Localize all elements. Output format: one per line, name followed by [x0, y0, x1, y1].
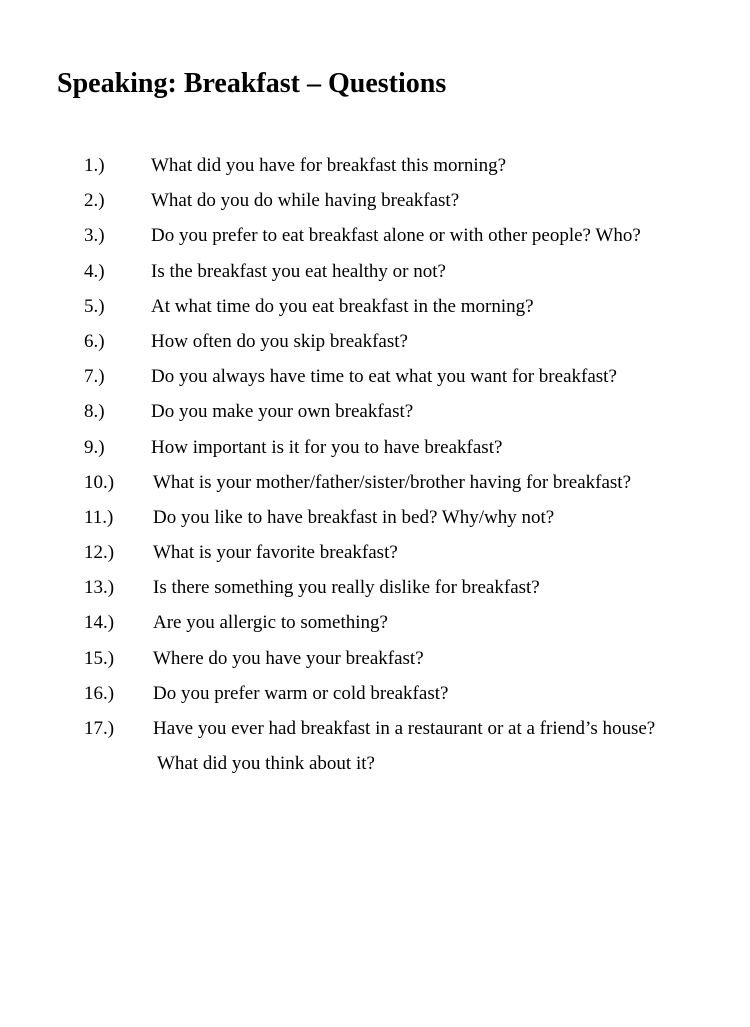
question-text: What did you have for breakfast this morning? [151, 155, 507, 176]
question-text: What is your mother/father/sister/brother having for breakfast? [153, 471, 631, 493]
question-item [0, 570, 750, 605]
question-list [0, 148, 750, 781]
question-continuation [0, 746, 750, 781]
question-number: 3.) [84, 225, 105, 247]
question-number: 4.) [84, 260, 105, 282]
question-number: 15.) [84, 647, 115, 669]
question-item [0, 465, 750, 500]
question-item [0, 148, 750, 183]
question-text: Is the breakfast you eat healthy or not? [151, 260, 446, 282]
question-text: Do you prefer warm or cold breakfast? [153, 682, 449, 704]
question-item [0, 289, 750, 324]
question-text: Do you always have time to eat what you want for breakfast? [151, 366, 617, 388]
question-text: At what time do you eat breakfast in the morning? [151, 295, 534, 317]
question-item [0, 641, 750, 676]
question-item [0, 183, 750, 218]
question-number: 9.) [84, 436, 105, 458]
question-number: 6.) [84, 330, 105, 352]
question-number: 5.) [84, 295, 105, 317]
question-text: Have you ever had breakfast in a restaurant or at a friend’s house? [153, 718, 656, 739]
page-title: Speaking: Breakfast – Questions [57, 68, 447, 99]
question-text: Is there something you really dislike for breakfast? [153, 577, 540, 599]
question-number: 8.) [84, 401, 105, 423]
question-text: Do you make your own breakfast? [151, 401, 414, 423]
question-number: 12.) [84, 542, 115, 564]
question-item [0, 218, 750, 253]
question-item [0, 430, 750, 465]
question-number: 11.) [84, 506, 114, 528]
question-text: Are you allergic to something? [153, 612, 388, 634]
question-item [0, 676, 750, 711]
question-text: How important is it for you to have breakfast? [151, 436, 503, 458]
question-number: 17.) [84, 718, 115, 739]
question-item [0, 711, 750, 746]
question-text: Do you prefer to eat breakfast alone or with other people? Who? [151, 225, 641, 247]
question-number: 2.) [84, 190, 105, 212]
question-item [0, 605, 750, 640]
question-number: 16.) [84, 682, 115, 704]
question-text: What do you do while having breakfast? [151, 190, 460, 212]
question-item [0, 500, 750, 535]
question-text: How often do you skip breakfast? [151, 330, 408, 352]
question-text: Do you like to have breakfast in bed? Why/why not? [153, 506, 555, 528]
question-item [0, 359, 750, 394]
question-number: 14.) [84, 612, 115, 634]
question-number: 7.) [84, 366, 105, 388]
question-number: 13.) [84, 577, 115, 599]
question-continuation-text: What did you think about it? [157, 753, 375, 775]
question-text: What is your favorite breakfast? [153, 542, 398, 564]
question-text: Where do you have your breakfast? [153, 647, 424, 669]
question-number: 10.) [84, 471, 115, 493]
question-number: 1.) [84, 155, 105, 176]
question-item [0, 535, 750, 570]
question-item [0, 324, 750, 359]
question-item [0, 254, 750, 289]
question-item [0, 394, 750, 429]
